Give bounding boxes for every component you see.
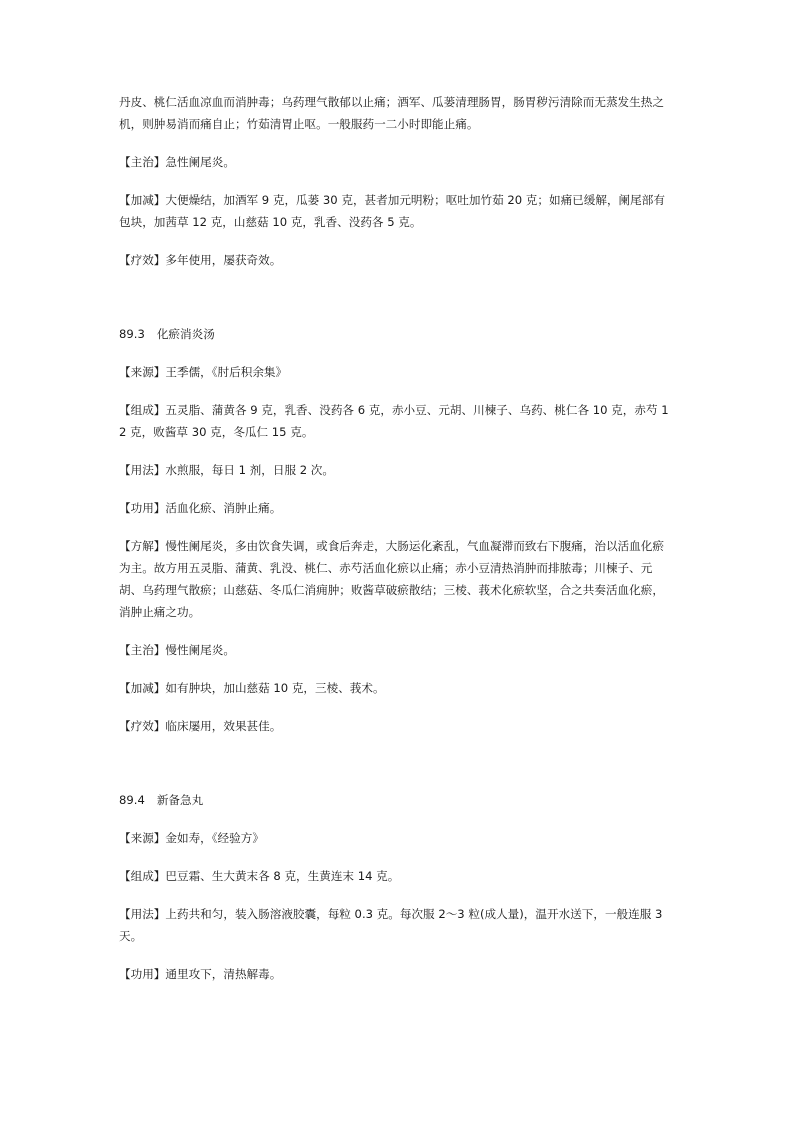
paragraph-function: 【功用】通里攻下，清热解毒。 [119,967,282,981]
paragraph-usage: 【用法】上药共和匀，装入肠溶液胶囊，每粒 0.3 克。每次服 2～3 粒(成人量)，温开水送下，一般连服 3 天。 [119,907,663,943]
document-body [119,91,675,985]
paragraph-explanation: 【方解】慢性阑尾炎，多由饮食失调，或食后奔走，大肠运化紊乱，气血凝滞而致右下腹痛，治以活血化瘀为主。故方用五灵脂、蒲黄、乳没、桃仁、赤芍活血化瘀以止痛；赤小豆清热消肿而排脓毒；川楝子、元胡、乌药理气散瘀；山慈菇、冬瓜仁消痈肿；败酱草破瘀散结；三棱、莪术化瘀软坚，合之共奏活血化瘀，消肿止痛之功。 [119,539,664,619]
paragraph-indication: 【主治】急性阑尾炎。 [119,155,235,169]
paragraph-composition: 【组成】巴豆霜、生大黄末各 8 克，生黄连末 14 克。 [119,869,400,883]
section-heading [119,789,675,811]
section-title: 新备急丸 [156,793,204,807]
paragraph-efficacy: 【疗效】多年使用，屡获奇效。 [119,253,282,267]
paragraph-indication: 【主治】慢性阑尾炎。 [119,643,235,657]
paragraph-source: 【来源】王季儒，《肘后积余集》 [119,365,288,379]
paragraph-modification: 【加减】如有肿块，加山慈菇 10 克，三棱、莪术。 [119,681,385,695]
section-number: 89.4 [119,793,145,807]
section-heading [119,323,675,345]
paragraph-explanation-continued: 丹皮、桃仁活血凉血而消肿毒；乌药理气散郁以止痛；酒军、瓜蒌清理肠胃，肠胃秽污清除而无蒸发生热之机，则肿易消而痛自止；竹茹清胃止呕。一般服药一二小时即能止痛。 [119,95,664,131]
paragraph-source: 【来源】金如寿，《经验方》 [119,831,264,845]
paragraph-composition: 【组成】五灵脂、蒲黄各 9 克，乳香、没药各 6 克，赤小豆、元胡、川楝子、乌药、桃仁各 10 克，赤芍 12 克，败酱草 30 克，冬瓜仁 15 克。 [119,403,669,439]
section-number: 89.3 [119,327,145,341]
paragraph-modification: 【加减】大便燥结，加酒军 9 克，瓜蒌 30 克，甚者加元明粉；呕吐加竹茹 20 克；如痛已缓解，阑尾部有包块，加茜草 12 克，山慈菇 10 克，乳香、没药各 5 克。 [119,193,665,229]
paragraph-usage: 【用法】水煎服，每日 1 剂，日服 2 次。 [119,463,334,477]
section-title: 化瘀消炎汤 [156,327,215,341]
paragraph-efficacy: 【疗效】临床屡用，效果甚佳。 [119,719,282,733]
paragraph-function: 【功用】活血化瘀、消肿止痛。 [119,501,282,515]
